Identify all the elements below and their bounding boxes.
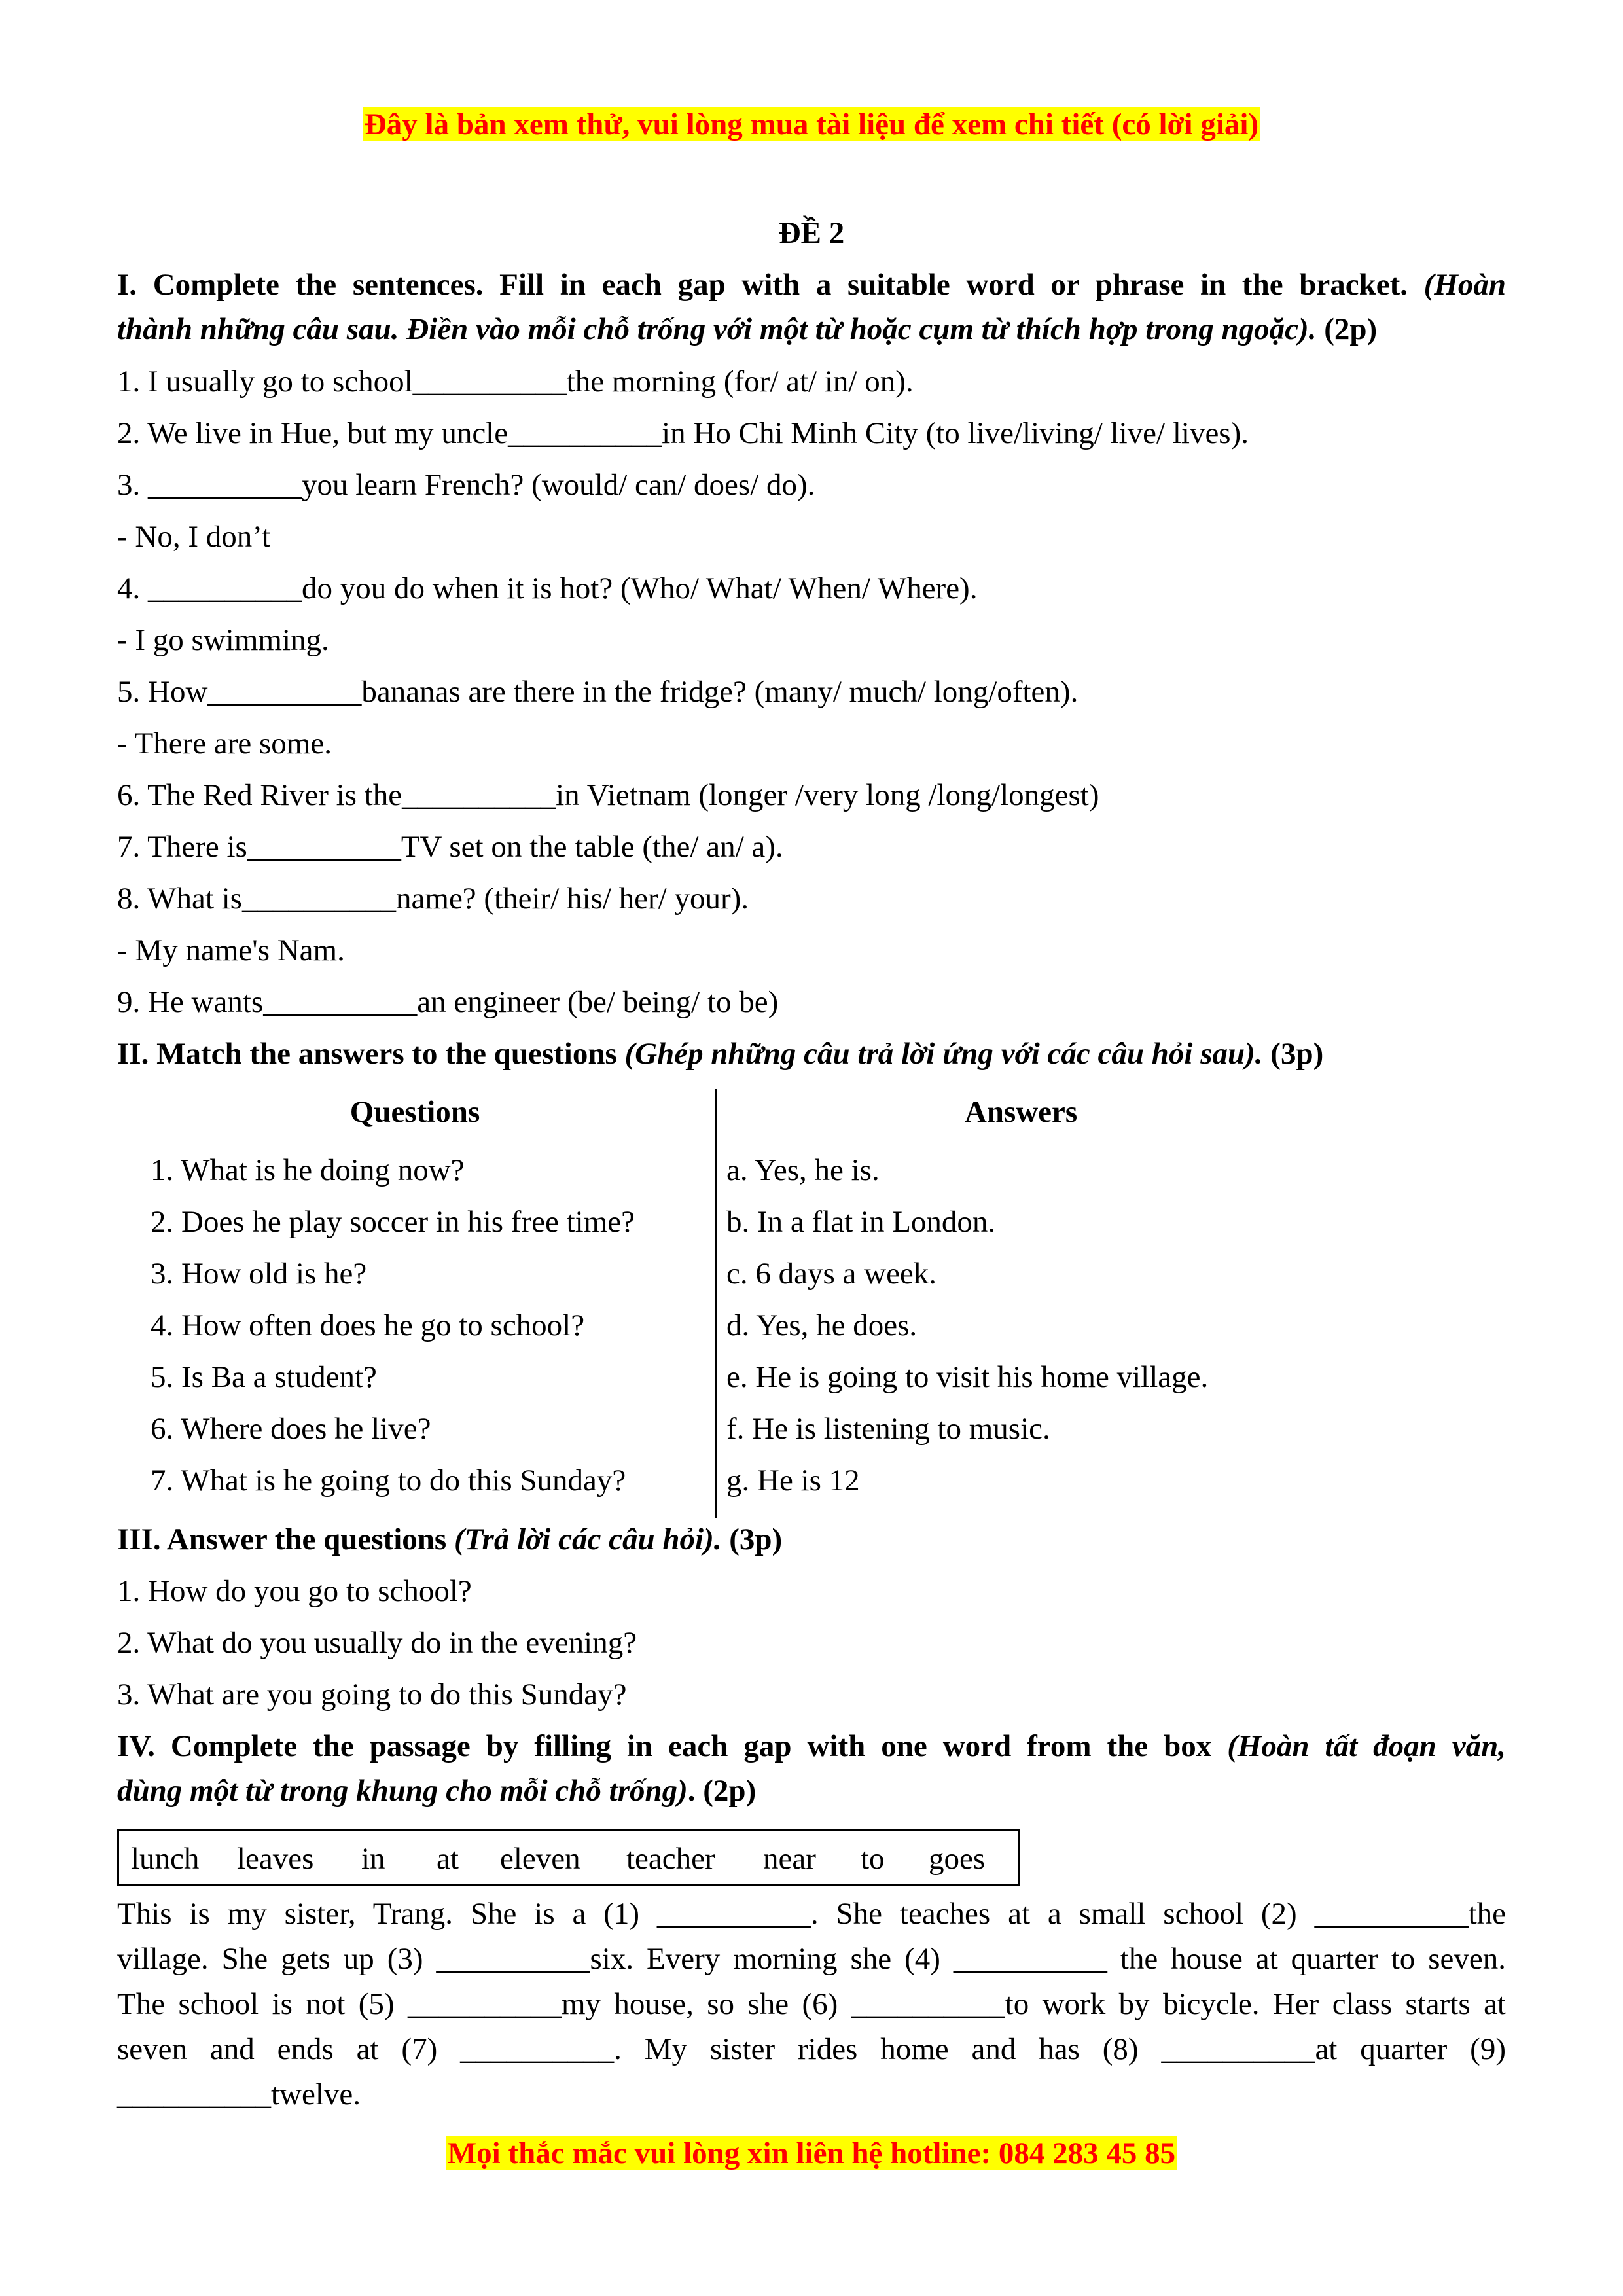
word-box-item: lunch <box>131 1842 200 1876</box>
part1-item: 1. I usually go to school__________the morning (for/ at/ in/ on). <box>117 365 914 399</box>
part4-heading-line1 <box>117 1727 1506 1766</box>
part3-question: 1. How do you go to school? <box>117 1574 472 1608</box>
part1-points: (2p) <box>1324 312 1378 346</box>
hotline-text: Mọi thắc mắc vui lòng xin liên hệ hotline: 084 283 45 85 <box>447 2136 1176 2170</box>
part1-item: 2. We live in Hue, but my uncle__________in Ho Chi Minh City (to live/living/ live/ lives). <box>117 416 1249 450</box>
part2-points: (3p) <box>1270 1037 1324 1071</box>
preview-notice-text: Đây là bản xem thử, vui lòng mua tài liệu để xem chi tiết (có lời giải) <box>364 107 1259 141</box>
part4-heading-italic-2: dùng một từ trong khung cho mỗi chỗ trống) <box>117 1774 688 1808</box>
question-item: 6. Where does he live? <box>151 1412 431 1446</box>
answer-item: g. He is 12 <box>726 1463 860 1498</box>
passage-line: This is my sister, Trang. She is a (1) __________. She teaches at a small school (2) __________the <box>117 1897 1506 1931</box>
answer-item: c. 6 days a week. <box>726 1257 937 1291</box>
part1-item: - I go swimming. <box>117 623 329 657</box>
part1-heading-line2 <box>117 310 1506 349</box>
passage-line: village. She gets up (3) __________six. Every morning she (4) __________ the house at quarter to seven. <box>117 1942 1506 1976</box>
part4-points: . (2p) <box>687 1774 757 1808</box>
questions-column-header: Questions <box>349 1095 480 1129</box>
word-box <box>117 1829 1020 1886</box>
part1-item: 9. He wants__________an engineer (be/ being/ to be) <box>117 985 779 1019</box>
part1-item: 6. The Red River is the__________in Vietnam (longer /very long /long/longest) <box>117 778 1099 812</box>
word-box-item: eleven <box>500 1842 580 1876</box>
part3-question: 3. What are you going to do this Sunday? <box>117 1677 627 1712</box>
part3-heading-italic: (Trả lời các câu hỏi). <box>454 1522 722 1556</box>
question-item: 1. What is he doing now? <box>151 1153 465 1187</box>
part1-item: - There are some. <box>117 726 332 761</box>
word-box-item: leaves <box>237 1842 314 1876</box>
part1-item: 7. There is__________TV set on the table (the/ an/ a). <box>117 830 783 864</box>
part1-heading-bold: I. Complete the sentences. Fill in each gap with a suitable word or phrase in the bracket. <box>117 268 1408 302</box>
part3-question: 2. What do you usually do in the evening? <box>117 1626 637 1660</box>
part1-item: - No, I don’t <box>117 520 271 554</box>
part4-heading-line2 <box>117 1771 1506 1810</box>
passage-line: __________twelve. <box>117 2077 361 2111</box>
part2-heading-bold: II. Match the answers to the questions <box>117 1037 617 1071</box>
answer-item: f. He is listening to music. <box>726 1412 1050 1446</box>
part3-points: (3p) <box>729 1522 783 1556</box>
passage <box>117 1892 1506 2117</box>
question-item: 7. What is he going to do this Sunday? <box>151 1463 626 1498</box>
table-divider <box>715 1089 717 1518</box>
question-item: 2. Does he play soccer in his free time? <box>151 1205 635 1239</box>
preview-notice-banner <box>0 105 1623 144</box>
part1-item: 8. What is__________name? (their/ his/ her/ your). <box>117 882 749 916</box>
answer-item: b. In a flat in London. <box>726 1205 996 1239</box>
word-box-item: to <box>861 1842 885 1876</box>
question-item: 5. Is Ba a student? <box>151 1360 377 1394</box>
word-box-item: in <box>361 1842 385 1876</box>
part1-item: 5. How__________bananas are there in the fridge? (many/ much/ long/often). <box>117 675 1079 709</box>
part3-heading <box>117 1520 1506 1559</box>
passage-line: The school is not (5) __________my house, so she (6) __________to work by bicycle. Her class starts at <box>117 1987 1506 2021</box>
part4-heading-italic-1: (Hoàn tất đoạn văn, <box>1227 1729 1506 1763</box>
part4-heading-bold: IV. Complete the passage by filling in each gap with one word from the box <box>117 1729 1212 1763</box>
hotline-banner <box>0 2134 1623 2173</box>
answer-item: e. He is going to visit his home village. <box>726 1360 1209 1394</box>
part1-item: 4. __________do you do when it is hot? (Who/ What/ When/ Where). <box>117 571 978 605</box>
part1-item: 3. __________you learn French? (would/ can/ does/ do). <box>117 468 815 502</box>
answers-column-header: Answers <box>964 1095 1078 1129</box>
word-box-item: at <box>437 1842 459 1876</box>
answer-item: d. Yes, he does. <box>726 1308 918 1342</box>
question-item: 4. How often does he go to school? <box>151 1308 585 1342</box>
question-item: 3. How old is he? <box>151 1257 367 1291</box>
part1-heading-line1 <box>117 265 1506 304</box>
answer-item: a. Yes, he is. <box>726 1153 880 1187</box>
exam-title: ĐỀ 2 <box>778 216 845 250</box>
part1-item: - My name's Nam. <box>117 933 345 967</box>
passage-line: seven and ends at (7) __________. My sister rides home and has (8) __________at quarter (9) <box>117 2032 1506 2066</box>
word-box-item: teacher <box>626 1842 715 1876</box>
part2-heading-italic: (Ghép những câu trả lời ứng với các câu hỏi sau). <box>624 1037 1263 1071</box>
word-box-item: goes <box>929 1842 986 1876</box>
part1-heading-italic-2: thành những câu sau. Điền vào mỗi chỗ trống với một từ hoặc cụm từ thích hợp trong ngoặc). <box>117 312 1317 346</box>
word-box-item: near <box>763 1842 816 1876</box>
part2-heading <box>117 1034 1506 1073</box>
part1-heading-italic-1: (Hoàn <box>1423 268 1506 302</box>
part3-heading-bold: III. Answer the questions <box>117 1522 447 1556</box>
